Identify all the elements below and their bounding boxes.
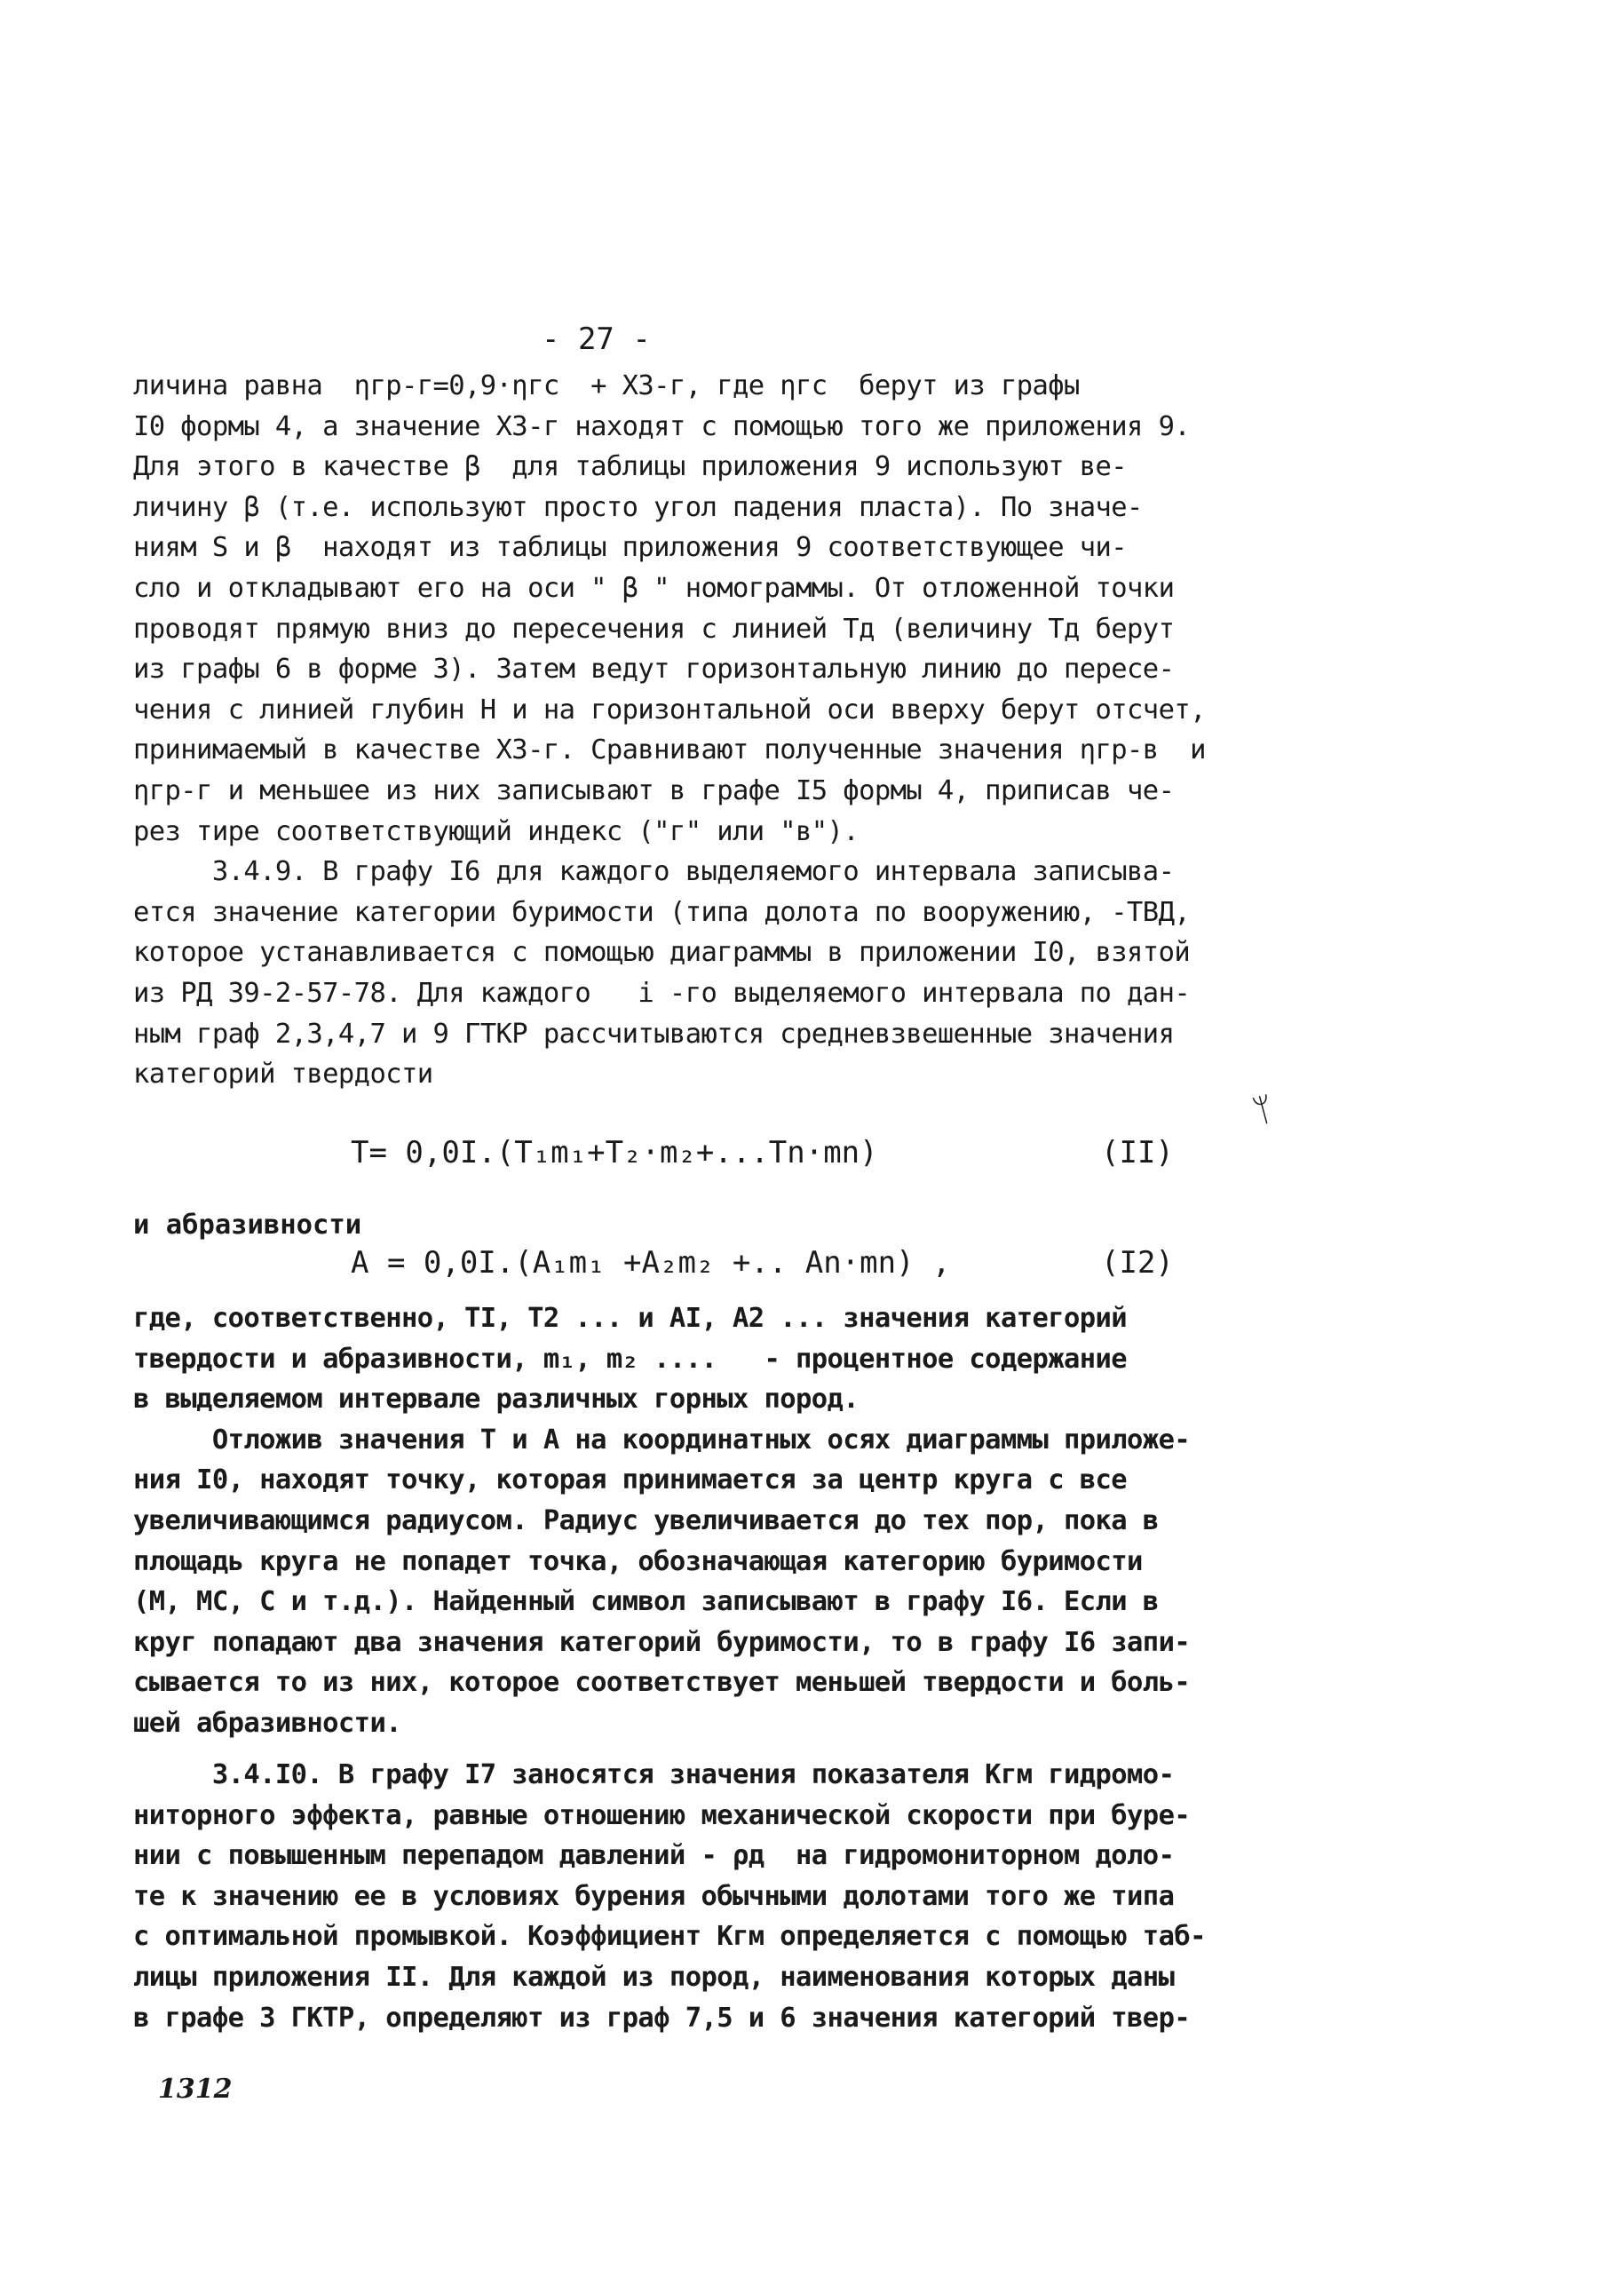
text-line: (М, МС, С и т.д.). Найденный символ записывают в графу I6. Если в	[133, 1586, 1159, 1618]
margin-check-mark: ᛘ	[1249, 1090, 1278, 1131]
text-line: личину β (т.е. используют просто угол падения пласта). По значе-	[133, 491, 1143, 523]
text-line: ния I0, находят точку, которая принимается за центр круга с все	[133, 1464, 1128, 1496]
text-line: ηгр-г и меньшее из них записывают в графе I5 формы 4, приписав че-	[133, 774, 1175, 806]
text-line: твердости и абразивности, m₁, m₂ .... - процентное содержание	[133, 1343, 1128, 1375]
text-line: нии с повышенным перепадом давлений - ρд на гидромониторном доло-	[133, 1840, 1175, 1872]
text-line: рез тире соответствующий индекс ("г" или "в").	[133, 815, 860, 847]
text-line: сывается то из них, которое соответствует меньшей твердости и боль-	[133, 1667, 1191, 1699]
text-line: где, соответственно, TI, T2 ... и AI, A2 ... значения категорий	[133, 1303, 1128, 1334]
text-line: I0 формы 4, а значение X3-г находят с помощью того же приложения 9.	[133, 410, 1191, 442]
text-line: личина равна ηгр-г=0,9·ηгс + X3-г, где ηгс берут из графы	[133, 370, 1080, 401]
text-line: 3.4.I0. В графу I7 заносятся значения показателя Kгм гидромо-	[133, 1759, 1175, 1790]
text-line: в графе 3 ГКТР, определяют из граф 7,5 и 6 значения категорий твер-	[133, 2002, 1191, 2034]
text-line: увеличивающимся радиусом. Радиус увеличивается до тех пор, пока в	[133, 1504, 1159, 1536]
formula-number-11: (II)	[1101, 1135, 1174, 1170]
text-line: Отложив значения Т и А на координатных осях диаграммы приложе-	[133, 1424, 1191, 1456]
text-line: ниям S и β находят из таблицы приложения 9 соответствующее чи-	[133, 532, 1128, 564]
text-line: площадь круга не попадет точка, обозначающая категорию буримости	[133, 1545, 1143, 1577]
text-line: которое устанавливается с помощью диаграммы в приложении I0, взятой	[133, 937, 1191, 969]
text-line: 3.4.9. В графу I6 для каждого выделяемого интервала записыва-	[133, 856, 1175, 888]
text-line: из графы 6 в форме 3). Затем ведут горизонтальную линию до пересе-	[133, 654, 1175, 686]
text-line: из РД 39-2-57-78. Для каждого i -го выделяемого интервала по дан-	[133, 977, 1191, 1009]
footer-mark: 1312	[158, 2074, 233, 2105]
page-number: - 27 -	[542, 321, 651, 357]
formula-number-12: (I2)	[1101, 1245, 1174, 1281]
text-line: ным граф 2,3,4,7 и 9 ГТКР рассчитываются средневзвешенные значения	[133, 1018, 1175, 1050]
formula-abrasiveness: A = 0,0I.(A₁m₁ +A₂m₂ +.. An·mn) ,	[351, 1245, 951, 1281]
text-line: Для этого в качестве β для таблицы приложения 9 используют ве-	[133, 451, 1128, 483]
text-line: в выделяемом интервале различных горных пород.	[133, 1384, 860, 1416]
text-line: с оптимальной промывкой. Коэффициент Kгм определяется с помощью таб-	[133, 1921, 1206, 1953]
text-line: круг попадают два значения категорий буримости, то в графу I6 запи-	[133, 1626, 1191, 1658]
text-line: те к значению ее в условиях бурения обычными долотами того же типа	[133, 1880, 1175, 1912]
text-line: чения с линией глубин Н и на горизонтальной оси вверху берут отсчет,	[133, 694, 1206, 726]
text-line: принимаемый в качестве X3-г. Сравнивают полученные значения ηгр-в и	[133, 734, 1206, 766]
paragraph-block-2	[133, 1298, 1270, 1744]
text-line: ется значение категории буримости (типа долота по вооружению, -ТВД,	[133, 896, 1191, 928]
text-line: сло и откладывают его на оси " β " номограммы. От отложенной точки	[133, 572, 1175, 604]
text-line: проводят прямую вниз до пересечения с линией Tд (величину Tд берут	[133, 613, 1175, 645]
formula-hardness: T= 0,0I.(T₁m₁+T₂·m₂+...Tn·mn)	[351, 1135, 878, 1170]
abrasiveness-label: и абразивности	[133, 1210, 362, 1241]
text-line: лицы приложения II. Для каждой из пород, наименования которых даны	[133, 1961, 1175, 1993]
text-line: ниторного эффекта, равные отношению механической скорости при буре-	[133, 1799, 1191, 1831]
text-line: шей абразивности.	[133, 1707, 401, 1739]
paragraph-block-1	[133, 366, 1270, 1095]
paragraph-block-3	[133, 1755, 1270, 2038]
text-line: категорий твердости	[133, 1059, 433, 1091]
